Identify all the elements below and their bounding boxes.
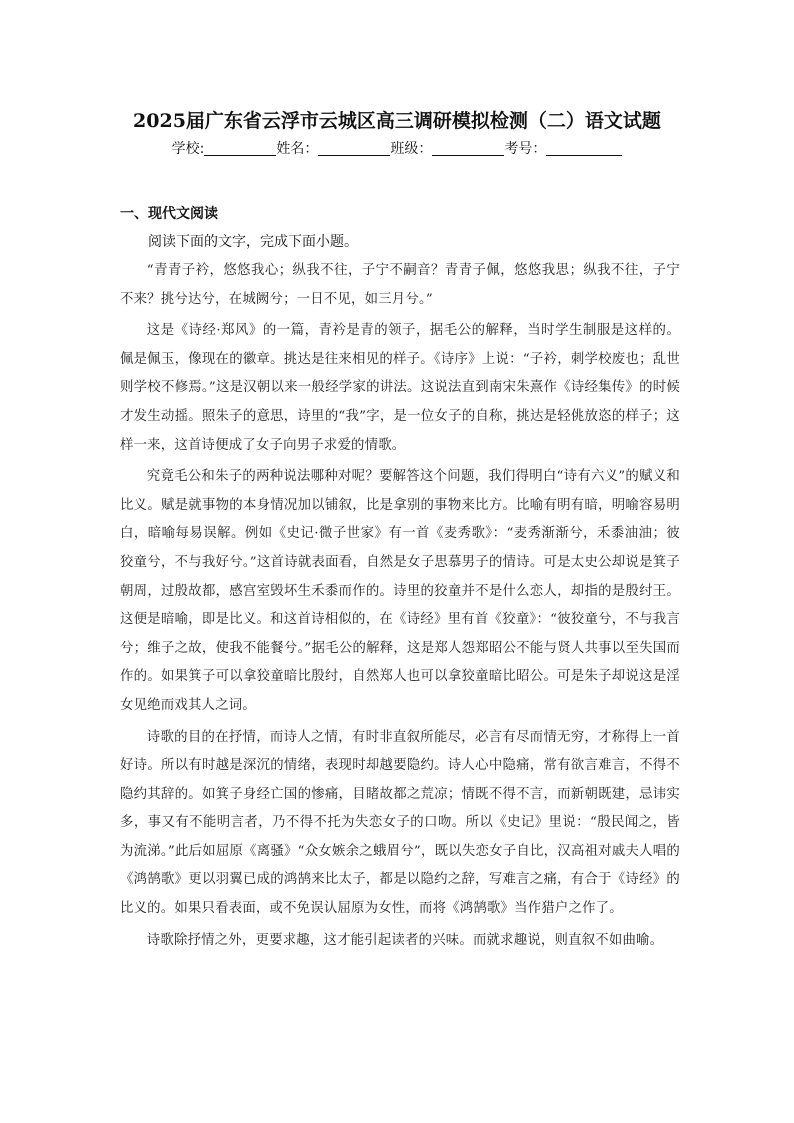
document-title: 2025届广东省云浮市云城区高三调研模拟检测（二）语文试题 (133, 110, 661, 132)
class-blank[interactable] (432, 141, 504, 156)
reading-passage (120, 257, 680, 955)
passage-paragraph: “青青子衿，悠悠我心；纵我不往，子宁不嗣音？青青子佩，悠悠我思；纵我不往，子宁不来？挑兮达兮，在城阙兮；一日不见，如三月兮。” (120, 263, 680, 307)
passage-paragraph: 这是《诗经·郑风》的一篇，青衿是青的领子，据毛公的解释，当时学生制服是这样的。佩是佩玉，像现在的徽章。挑达是往来相见的样子。《诗序》上说：“子衿，刺学校废也；乱世则学校不修焉。”这是汉朝以来一般经学家的讲法。这说法直到南宋朱熹作《诗经集传》的时候才发生动摇。照朱子的意思，诗里的“我”字，是一位女子的自称，挑达是轻佻放恣的样子；这样一来，这首诗便成了女子向男子求爱的情歌。 (120, 323, 680, 453)
reading-instruction: 阅读下面的文字，完成下面小题。 (148, 234, 358, 250)
exam-number-blank[interactable] (546, 141, 622, 156)
passage-paragraph: 究竟毛公和朱子的两种说法哪种对呢？要解答这个问题，我们得明白“诗有六义”的赋义和比义。赋是就事物的本身情况加以铺叙，比是拿别的事物来比方。比喻有明有暗，明喻容易明白，暗喻每易误解。例如《史记·微子世家》有一首《麦秀歌》：“麦秀渐渐兮，禾黍油油；彼狡童兮，不与我好兮。”这首诗就表面看，自然是女子思慕男子的情诗。可是太史公却说是箕子朝周，过殷故都，感宫室毁坏生禾黍而作的。诗里的狡童并不是什么恋人，却指的是殷纣王。这便是暗喻，即是比义。和这首诗相似的，在《诗经》里有首《狡童》：“彼狡童兮，不与我言兮；维子之故，使我不能餐兮。”据毛公的解释，这是郑人怨郑昭公不能与贤人共事以至失国而作的。如果箕子可以拿狡童暗比殷纣，自然郑人也可以拿狡童暗比昭公。可是朱子却说这是淫女见绝而戏其人之词。 (120, 469, 680, 713)
class-label: 班级： (390, 141, 433, 157)
passage-paragraph: 诗歌的目的在抒情，而诗人之情，有时非直叙所能尽，必言有尽而情无穷，才称得上一首好诗。所以有时越是深沉的情绪，表现时却越要隐约。诗人心中隐痛，常有欲言难言，不得不隐约其辞的。如箕子身经亡国的惨痛，目睹故都之荒凉；情既不得不言，而新朝既建，忌讳实多，事又有不能明言者，乃不得不托为失恋女子的口吻。所以《史记》里说：“殷民闻之，皆为流涕。”此后如屈原《离骚》“众女嫉余之蛾眉兮”，既以失恋女子自比，汉高祖对戚夫人唱的《鸿鹄歌》更以羽翼已成的鸿鹄来比太子，都是以隐约之辞，写难言之痛，有合于《诗经》的比义的。如果只看表面，或不免误认屈原为女性，而将《鸿鹄歌》当作猎户之作了。 (120, 729, 680, 917)
section-heading: 一、现代文阅读 (120, 206, 218, 222)
student-info-line (0, 138, 794, 158)
passage-paragraph: 诗歌除抒情之外，更要求趣，这才能引起读者的兴味。而就求趣说，则直叙不如曲喻。 (146, 932, 664, 948)
school-label: 学校: (171, 141, 205, 157)
exam-number-label: 考号： (504, 141, 547, 157)
school-blank[interactable] (204, 141, 276, 156)
name-label: 姓名： (276, 141, 319, 157)
name-blank[interactable] (318, 141, 390, 156)
